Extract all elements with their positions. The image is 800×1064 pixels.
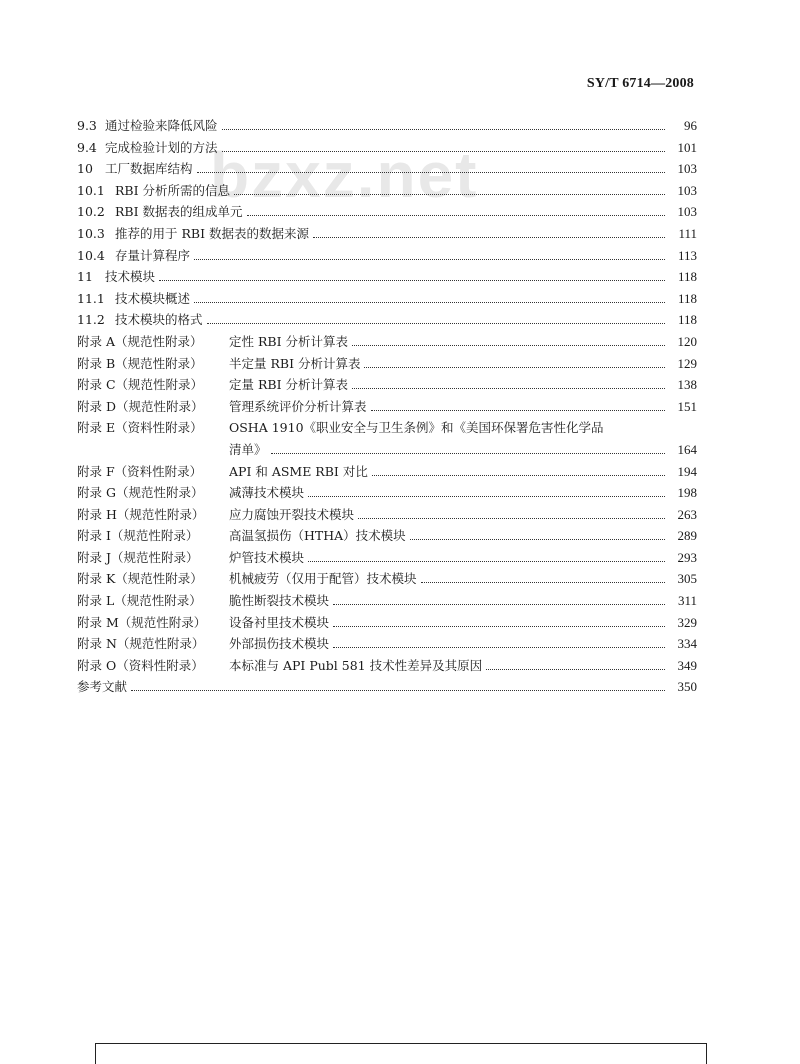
toc-dot-leader xyxy=(271,453,665,454)
toc-entry-title: 参考文献 xyxy=(77,679,128,695)
toc-dot-leader xyxy=(410,539,665,540)
toc-entry xyxy=(77,374,697,396)
toc-dot-leader xyxy=(308,561,665,562)
toc-entry-number: 附录 C（规范性附录） xyxy=(77,377,204,393)
toc-entry-page: 164 xyxy=(677,441,697,457)
toc-entry-page: 103 xyxy=(677,204,697,220)
toc-entry-title: 半定量 RBI 分析计算表 xyxy=(229,355,361,371)
toc-entry xyxy=(77,309,697,331)
toc-entry-title: 完成检验计划的方法 xyxy=(105,139,218,155)
toc-entry xyxy=(77,676,697,698)
toc-entry-number: 附录 O（资料性附录） xyxy=(77,657,204,673)
toc-dot-leader xyxy=(352,388,665,389)
toc-entry xyxy=(77,115,697,137)
toc-entry-number: 10.3 xyxy=(77,225,105,241)
toc-entry xyxy=(77,439,697,461)
toc-entry-page: 289 xyxy=(677,528,697,544)
toc-entry-page: 138 xyxy=(677,377,697,393)
standard-code: SY/T 6714—2008 xyxy=(586,76,694,91)
toc-entry-page: 120 xyxy=(677,333,697,349)
toc-dot-leader xyxy=(372,475,665,476)
toc-dot-leader xyxy=(159,280,665,281)
toc-entry-number: 10 xyxy=(77,161,93,177)
toc-dot-leader xyxy=(364,367,665,368)
toc-entry-page: 96 xyxy=(684,118,697,133)
toc-entry-title: API 和 ASME RBI 对比 xyxy=(229,463,368,479)
toc-entry-page: 334 xyxy=(677,636,697,652)
toc-entry xyxy=(77,633,697,655)
toc-entry xyxy=(77,504,697,526)
toc-entry xyxy=(77,266,697,288)
toc-entry xyxy=(77,331,697,353)
toc-entry-number: 附录 B（规范性附录） xyxy=(77,355,203,371)
toc-entry-title: 定量 RBI 分析计算表 xyxy=(229,377,348,393)
toc-entry-title: 减薄技术模块 xyxy=(229,485,305,501)
toc-entry-page: 350 xyxy=(677,679,697,695)
toc-entry-title: 外部损伤技术模块 xyxy=(229,636,330,652)
toc-dot-leader xyxy=(333,604,665,605)
toc-dot-leader xyxy=(222,129,665,130)
toc-entry-page: 113 xyxy=(677,247,697,263)
toc-entry xyxy=(77,201,697,223)
toc-entry xyxy=(77,568,697,590)
toc-dot-leader xyxy=(352,345,665,346)
toc-dot-leader xyxy=(222,151,665,152)
toc-dot-leader xyxy=(486,669,665,670)
toc-entry xyxy=(77,547,697,569)
toc-dot-leader xyxy=(131,690,665,691)
toc-entry-number: 11.2 xyxy=(77,312,105,328)
toc-entry xyxy=(77,482,697,504)
toc-entry xyxy=(77,158,697,180)
toc-entry-title: 本标准与 API Publ 581 技术性差异及其原因 xyxy=(229,657,483,673)
toc-entry-number: 10.4 xyxy=(77,247,105,263)
toc-entry-page: 111 xyxy=(678,225,697,241)
toc-entry-number: 附录 A（规范性附录） xyxy=(77,333,203,349)
toc-entry-number: 附录 L（规范性附录） xyxy=(77,593,202,609)
toc-entry-page: 129 xyxy=(677,355,697,371)
toc-entry-page: 311 xyxy=(677,593,697,609)
toc-entry-title: 技术模块的格式 xyxy=(115,312,203,328)
toc-entry-title: RBI 数据表的组成单元 xyxy=(115,204,243,220)
toc-dot-leader xyxy=(197,172,665,173)
toc-dot-leader xyxy=(313,237,665,238)
toc-entry-title: RBI 分析所需的信息 xyxy=(115,182,231,198)
toc-entry-title: 技术模块概述 xyxy=(115,290,191,306)
toc-entry-title: 存量计算程序 xyxy=(115,247,191,263)
toc-entry xyxy=(77,245,697,267)
toc-entry xyxy=(77,417,697,439)
toc-entry-page: 329 xyxy=(677,614,697,630)
toc-dot-leader xyxy=(234,194,665,195)
toc-entry-number: 11.1 xyxy=(77,290,105,306)
toc-dot-leader xyxy=(194,259,665,260)
toc-entry-page: 293 xyxy=(677,549,697,565)
toc-entry-title: 炉管技术模块 xyxy=(229,549,305,565)
toc-entry xyxy=(77,525,697,547)
toc-entry-title: 工厂数据库结构 xyxy=(105,161,193,177)
toc-dot-leader xyxy=(247,215,665,216)
toc-entry-number: 附录 E（资料性附录） xyxy=(77,420,203,436)
toc-entry-title: 高温氢损伤（HTHA）技术模块 xyxy=(229,528,406,544)
toc-entry-page: 349 xyxy=(677,657,697,673)
toc-entry-number: 附录 J（规范性附录） xyxy=(77,549,199,565)
toc-entry-page: 263 xyxy=(677,506,697,522)
toc-dot-leader xyxy=(194,302,665,303)
toc-entry xyxy=(77,396,697,418)
toc-entry-number: 附录 M（规范性附录） xyxy=(77,614,207,630)
toc-dot-leader xyxy=(333,647,665,648)
toc-entry xyxy=(77,223,697,245)
toc-dot-leader xyxy=(358,518,665,519)
toc-entry xyxy=(77,288,697,310)
toc-entry-number: 附录 H（规范性附录） xyxy=(77,506,205,522)
toc-dot-leader xyxy=(371,410,665,411)
toc-entry-title: 技术模块 xyxy=(105,269,156,285)
toc-entry-page: 151 xyxy=(677,398,697,414)
toc-entry xyxy=(77,612,697,634)
toc-entry-title: 通过检验来降低风险 xyxy=(105,118,218,133)
toc-entry xyxy=(77,655,697,677)
toc-entry-number: 附录 G（规范性附录） xyxy=(77,485,204,501)
toc-entry-page: 101 xyxy=(677,139,697,155)
toc-entry xyxy=(77,461,697,483)
toc-entry-number: 9.3 xyxy=(77,118,97,133)
toc-dot-leader xyxy=(207,323,665,324)
toc-entry-page: 103 xyxy=(677,161,697,177)
toc-entry-number: 附录 K（规范性附录） xyxy=(77,571,203,587)
toc-entry-title: 清单》 xyxy=(229,441,267,457)
toc-entry-title: 定性 RBI 分析计算表 xyxy=(229,333,348,349)
toc-entry-number: 附录 D（规范性附录） xyxy=(77,398,204,414)
toc-entry-page: 118 xyxy=(677,290,697,306)
toc-entry-page: 118 xyxy=(677,269,697,285)
toc-entry-page: 103 xyxy=(677,182,697,198)
toc-entry-title: 机械疲劳（仅用于配管）技术模块 xyxy=(229,571,417,587)
toc-entry xyxy=(77,180,697,202)
table-of-contents xyxy=(77,115,697,698)
toc-entry-number: 11 xyxy=(77,269,93,285)
toc-entry-number: 附录 I（规范性附录） xyxy=(77,528,199,544)
toc-dot-leader xyxy=(421,582,665,583)
toc-entry-page: 118 xyxy=(677,312,697,328)
toc-entry-title: 推荐的用于 RBI 数据表的数据来源 xyxy=(115,225,309,241)
toc-entry-number: 10.1 xyxy=(77,182,105,198)
watermark: bzxz.net xyxy=(210,139,479,211)
footer-box xyxy=(95,1043,707,1064)
toc-entry xyxy=(77,353,697,375)
toc-entry-title: 应力腐蚀开裂技术模块 xyxy=(229,506,355,522)
toc-entry-number: 附录 F（资料性附录） xyxy=(77,463,203,479)
toc-entry xyxy=(77,590,697,612)
toc-entry-number: 10.2 xyxy=(77,204,105,220)
toc-entry-title: OSHA 1910《职业安全与卫生条例》和《美国环保署危害性化学品 xyxy=(229,420,604,436)
toc-entry-page: 305 xyxy=(677,571,697,587)
toc-entry-title: 管理系统评价分析计算表 xyxy=(229,398,367,414)
toc-entry-page: 194 xyxy=(677,463,697,479)
toc-entry xyxy=(77,137,697,159)
toc-entry-title: 脆性断裂技术模块 xyxy=(229,593,330,609)
toc-dot-leader xyxy=(333,626,665,627)
toc-entry-title: 设备衬里技术模块 xyxy=(229,614,330,630)
toc-dot-leader xyxy=(308,496,665,497)
toc-entry-number: 9.4 xyxy=(77,139,97,155)
toc-entry-number: 附录 N（规范性附录） xyxy=(77,636,205,652)
toc-entry-page: 198 xyxy=(677,485,697,501)
